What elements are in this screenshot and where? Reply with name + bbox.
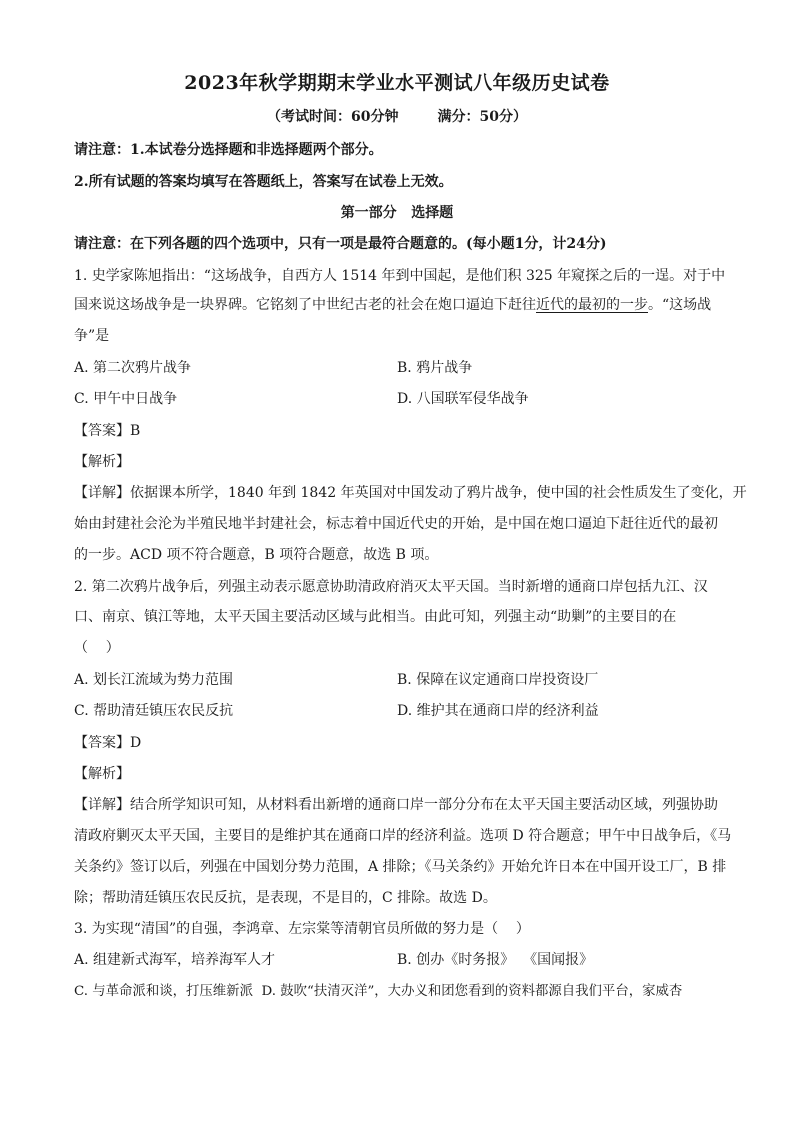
q1-stem-text: 国来说这场战争是一块界碑。它铭刻了中世纪古老的社会在炮口逼迫下赶往 — [74, 297, 536, 313]
q2-detail-line-2: 清政府剿灭太平天国，主要目的是维护其在通商口岸的经济利益。选项 D 符合题意；甲午中日战争后，《马 — [74, 828, 732, 844]
q3-option-b: B. 创办《时务报》 《国闻报》 — [397, 952, 594, 968]
q3-option-a: A. 组建新式海军，培养海军人才 — [74, 952, 276, 968]
q2-stem-line-1: 2. 第二次鸦片战争后，列强主动表示愿意协助清政府消灭太平天国。当时新增的通商口岸包括九江、汉 — [74, 579, 708, 595]
q1-answer: 【答案】B — [74, 423, 141, 439]
notice-line-2: 2.所有试题的答案均填写在答题纸上，答案写在试卷上无效。 — [74, 174, 453, 190]
exam-title: 2023年秋学期期末学业水平测试八年级历史试卷 — [184, 72, 610, 94]
q2-stem-line-3: （ ） — [74, 640, 120, 656]
exam-subtitle: （考试时间：60分钟 满分：50分） — [267, 109, 527, 125]
q1-option-a: A. 第二次鸦片战争 — [74, 360, 192, 376]
q1-stem-text-end: 。“这场战 — [648, 297, 712, 313]
q1-detail-line-3: 的一步。ACD 项不符合题意，B 项符合题意，故选 B 项。 — [74, 547, 439, 563]
q1-stem-line-1: 1. 史学家陈旭指出：“这场战争，自西方人 1514 年到中国起，是他们积 325 年窥探之后的一逞。对于中 — [74, 268, 726, 284]
q1-analysis-label: 【解析】 — [74, 454, 130, 470]
q2-option-a: A. 划长江流域为势力范围 — [74, 672, 234, 688]
q2-option-d: D. 维护其在通商口岸的经济利益 — [397, 703, 599, 719]
q1-option-c: C. 甲午中日战争 — [74, 391, 178, 407]
q2-detail-line-1: 【详解】结合所学知识可知，从材料看出新增的通商口岸一部分分布在太平天国主要活动区域，列强协助 — [74, 797, 718, 813]
section-title: 第一部分 选择题 — [340, 205, 454, 221]
q2-analysis-label: 【解析】 — [74, 766, 130, 782]
q1-option-d: D. 八国联军侵华战争 — [397, 391, 529, 407]
section-instruction: 请注意：在下列各题的四个选项中，只有一项是最符合题意的。(每小题1分，计24分) — [74, 236, 607, 252]
q3-option-c-d: C. 与革命派和谈，打压维新派 D. 鼓吹“扶清灭洋”，大办义和团您看到的资料都源自我们平台，家威杏 — [74, 984, 683, 999]
q2-detail-line-3: 关条约》签订以后，列强在中国划分势力范围，A 排除；《马关条约》开始允许日本在中国开设工厂，B 排 — [74, 859, 727, 875]
q2-option-b: B. 保障在议定通商口岸投资设厂 — [397, 672, 599, 688]
q2-detail-line-4: 除；帮助清廷镇压农民反抗，是表现，不是目的，C 排除。故选 D。 — [74, 890, 497, 906]
q1-stem-line-2 — [74, 295, 724, 315]
q1-option-b: B. 鸦片战争 — [397, 360, 473, 376]
q1-stem-underlined: 近代的最初的一步 — [536, 297, 648, 313]
q2-answer: 【答案】D — [74, 735, 142, 751]
notice-line-1: 请注意：1.本试卷分选择题和非选择题两个部分。 — [74, 142, 383, 158]
q1-detail-line-1: 【详解】依据课本所学，1840 年到 1842 年英国对中国发动了鸦片战争，使中国的社会性质发生了变化，开 — [74, 485, 747, 501]
q2-stem-line-2: 口、南京、镇江等地，太平天国主要活动区域与此相当。由此可知，列强主动“助剿”的主要目的在 — [74, 609, 677, 625]
q1-detail-line-2: 始由封建社会沦为半殖民地半封建社会，标志着中国近代史的开始，是中国在炮口逼迫下赶往近代的最初 — [74, 516, 718, 532]
q3-stem-line-1: 3. 为实现“清国”的自强，李鸿章、左宗棠等清朝官员所做的努力是（ ） — [74, 921, 530, 937]
q1-stem-line-3: 争”是 — [74, 328, 110, 344]
q2-option-c: C. 帮助清廷镇压农民反抗 — [74, 703, 234, 719]
